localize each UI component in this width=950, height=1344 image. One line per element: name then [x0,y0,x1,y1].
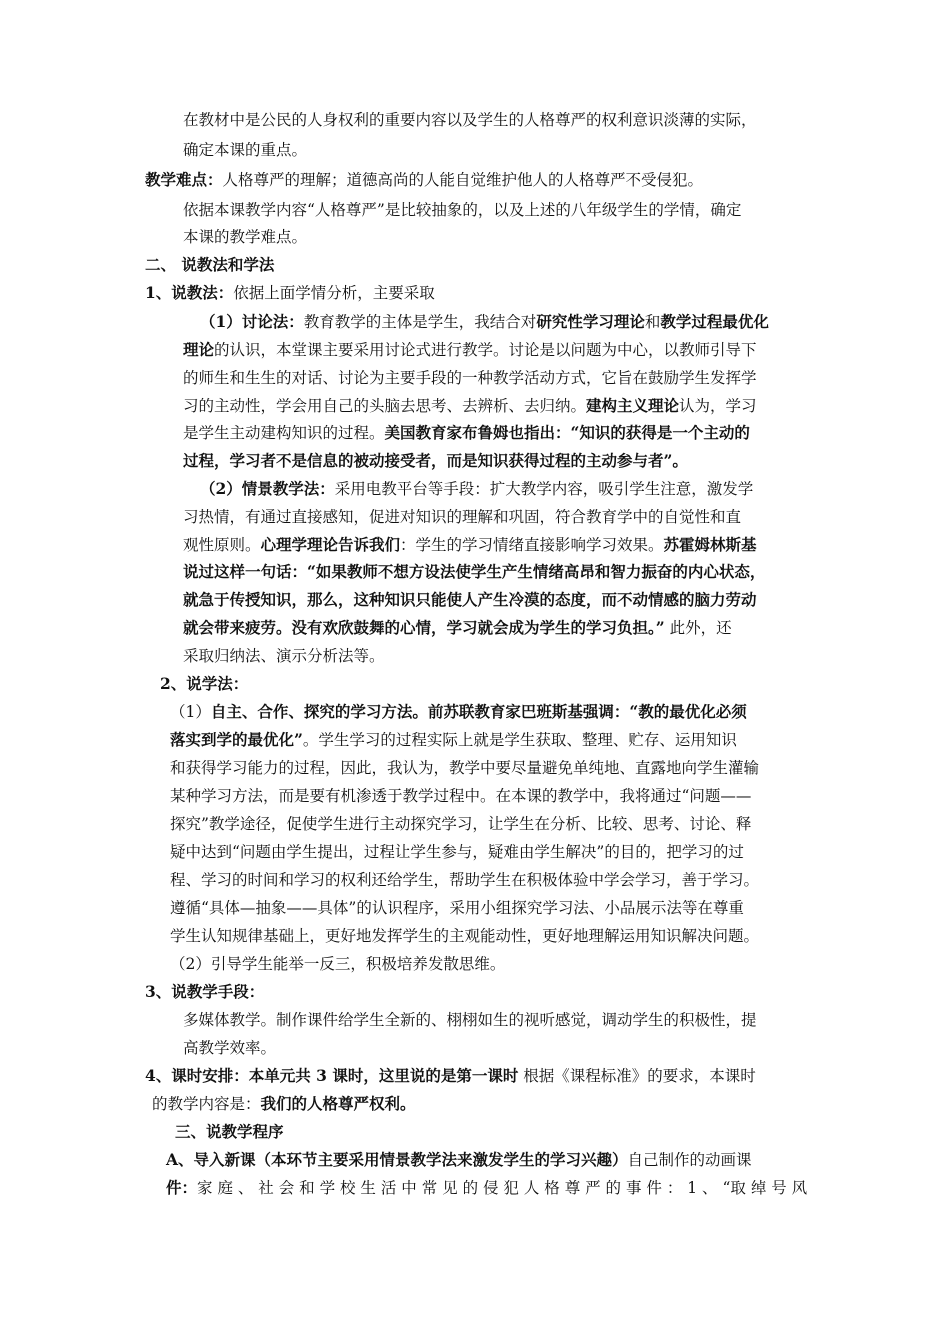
bold-text: 我们的人格尊严权利。 [260,1094,416,1113]
text-run: 自己制作的动画课 [627,1151,752,1169]
text-run: 此外，还 [664,619,732,637]
text-line [183,1010,757,1030]
text-line [200,479,753,499]
text-line [170,730,737,750]
text-line [170,842,744,862]
text-line [183,1038,276,1058]
text-line [160,674,248,694]
text-run: 习热情，有通过直接感知，促进对知识的理解和巩固，符合教育学中的自觉性和直 [183,508,742,526]
text-line [170,898,744,918]
bold-text: 4、课时安排：本单元共 3 课时，这里说的是第一课时 [145,1066,519,1085]
bold-text: （1）讨论法： [200,312,304,331]
text-line [175,1122,284,1142]
text-line [183,227,307,247]
text-run: 疑中达到“问题由学生提出，过程让学生参与，疑难由学生解决”的目的，把学习的过 [170,843,744,861]
text-line [183,200,741,220]
bold-text: 过程，学习者不是信息的被动接受者，而是知识获得过程的主动参与者”。 [183,451,688,470]
bold-text: 研究性学习理论 [536,312,645,331]
text-line [170,954,505,974]
text-line [170,786,751,806]
text-run: 采取归纳法、演示分析法等。 [183,647,385,665]
text-run: 高教学效率。 [183,1039,277,1057]
text-run: 依据上面学情分析，主要采取 [233,284,435,302]
text-line [145,255,274,275]
bold-text: 二、 说教法和学法 [145,255,275,274]
text-run: 和 [644,313,661,331]
bold-text: 2、说学法： [160,674,249,693]
bold-text: 就急于传授知识，那么，这种知识只能使人产生冷漠的态度，而不动情感的脑力劳动 [183,590,757,609]
text-line [145,1066,756,1086]
bold-text: 建构主义理论 [586,396,680,415]
text-line [183,396,757,416]
bold-text: 教学难点： [145,170,223,189]
text-run: 观性原则。 [183,536,261,554]
text-run: 是学生主动建构知识的过程。 [183,424,385,442]
text-run: 人格尊严的理解；道德高尚的人能自觉维护他人的人格尊严不受侵犯。 [222,171,704,189]
text-line [145,283,435,303]
text-run: 采用电教平台等手段：扩大教学内容，吸引学生注意，激发学 [334,480,754,498]
bold-text: 1、说教法： [145,283,234,302]
bold-text: 就会带来疲劳。没有欢欣鼓舞的心情，学习就会成为学生的学习负担。” [183,618,665,637]
text-run: （2）引导学生能举一反三，积极培养发散思维。 [170,955,506,973]
text-line [183,340,757,360]
text-run: 认为，学习 [679,397,757,415]
text-line [183,423,750,443]
text-line [200,312,769,332]
text-line [170,870,759,890]
text-run: 和获得学习能力的过程，因此，我认为，教学中要尽量避免单纯地、直露地向学生灌输 [170,759,760,777]
text-line [145,982,264,1002]
text-line [183,368,757,388]
text-line [170,758,759,778]
text-run: 教育教学的主体是学生，我结合对 [303,313,537,331]
text-line [183,535,757,555]
bold-text: 落实到学的最优化” [170,730,303,749]
text-run: 遵循“具体—抽象——具体”的认识程序，采用小组探究学习法、小品展示法等在尊重 [170,899,744,917]
text-run: 学生认知规律基础上，更好地发挥学生的主观能动性，更好地理解运用知识解决问题。 [170,927,760,945]
text-line [183,562,765,582]
text-line [183,140,307,160]
text-line [183,646,385,666]
bold-text: 心理学理论告诉我们 [260,535,401,554]
text-line [183,507,741,527]
text-run: 的认识，本堂课主要采用讨论式进行教学。讨论是以问题为中心，以教师引导下 [214,341,757,359]
bold-text: A、导入新课（本环节主要采用情景教学法来激发学生的学习兴趣） [166,1150,628,1169]
text-line [183,590,757,610]
text-line [145,170,703,190]
text-run: ：学生的学习情绪直接影响学习效果。 [400,536,664,554]
text-line [183,110,757,130]
text-run: 。学生学习的过程实际上就是学生获取、整理、贮存、运用知识 [302,731,737,749]
bold-text: （2）情景教学法： [200,479,335,498]
bold-text: 件： [166,1178,198,1197]
bold-text: 美国教育家布鲁姆也指出：“知识的获得是一个主动的 [384,423,750,442]
text-run: 程、学习的时间和学习的权利还给学生，帮助学生在积极体验中学会学习，善于学习。 [170,871,760,889]
bold-text: 3、说教学手段： [145,982,265,1001]
text-run: （1） [170,703,211,721]
text-line [170,814,751,834]
text-line [170,926,759,946]
text-line [166,1150,752,1170]
text-run: 的师生和生生的对话、讨论为主要手段的一种教学活动方式，它旨在鼓励学生发挥学 [183,369,757,387]
bold-text: 三、说教学程序 [175,1122,284,1141]
text-run: 在教材中是公民的人身权利的重要内容以及学生的人格尊严的权利意识淡薄的实际， [183,111,757,129]
text-line [183,618,732,638]
text-line [183,451,688,471]
bold-text: 苏霍姆林斯基 [663,535,757,554]
bold-text: 教学过程最优化 [660,312,769,331]
text-line [170,702,747,722]
text-line [166,1178,807,1198]
text-run: 某种学习方法，而是要有机渗透于教学过程中。在本课的教学中，我将通过“问题—— [170,787,752,805]
text-run: 依据本课教学内容“人格尊严”是比较抽象的，以及上述的八年级学生的学情，确定 [183,201,742,219]
text-line [152,1094,416,1114]
bold-text: 自主、合作、探究的学习方法。前苏联教育家巴班斯基强调：“教的最优化必须 [210,702,747,721]
text-run: 探究”教学途径，促使学生进行主动探究学习，让学生在分析、比较、思考、讨论、释 [170,815,752,833]
text-run: 确定本课的重点。 [183,141,308,159]
bold-text: 说过这样一句话：“如果教师不想方设法使学生产生情绪高昂和智力振奋的内心状态， [183,562,766,581]
text-run: 习的主动性，学会用自己的头脑去思考、去辨析、去归纳。 [183,397,587,415]
text-run: 家 庭 、 社 会 和 学 校 生 活 中 常 见 的 侵 犯 人 格 尊 严 的 事 件 ： 1 、 “取 绰 号 风 [197,1179,808,1197]
bold-text: 理论 [183,340,215,359]
text-run: 的教学内容是： [152,1095,261,1113]
text-run: 多媒体教学。制作课件给学生全新的、栩栩如生的视听感觉，调动学生的积极性，提 [183,1011,757,1029]
text-run: 本课的教学难点。 [183,228,308,246]
text-run: 根据《课程标准》的要求，本课时 [518,1067,756,1085]
